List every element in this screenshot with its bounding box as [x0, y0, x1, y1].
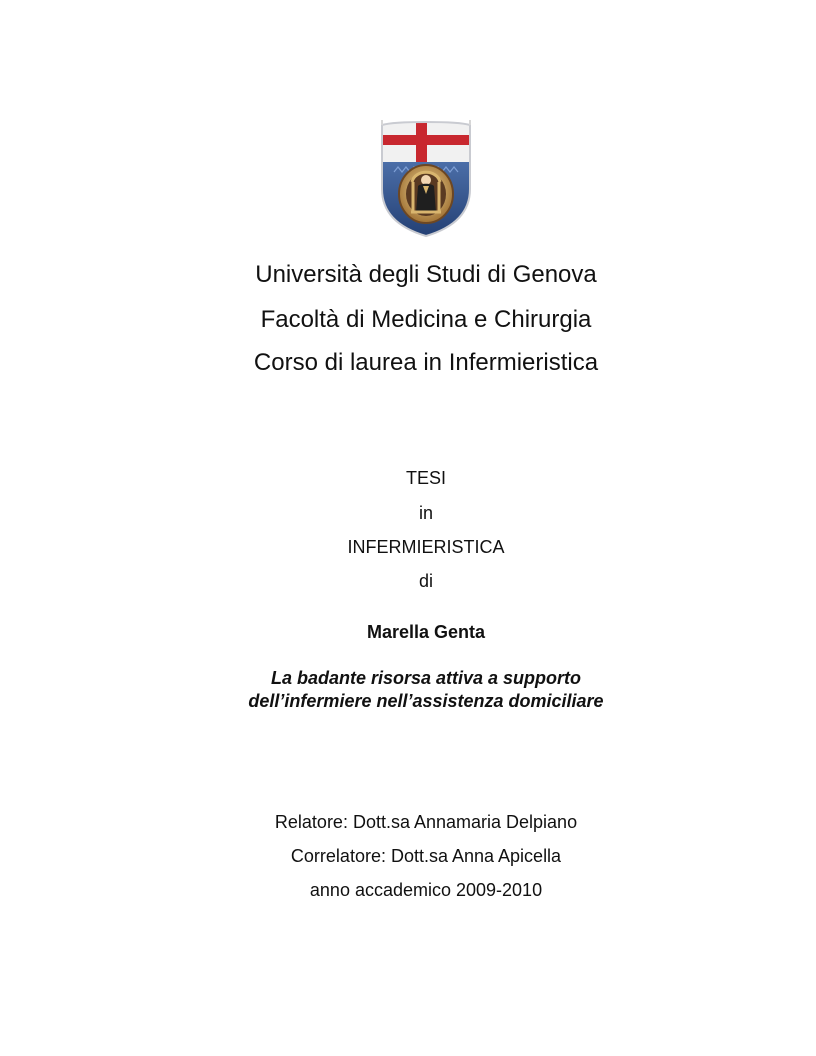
university-crest-icon: [378, 120, 474, 238]
author-name: Marella Genta: [366, 622, 486, 642]
thesis-di-label: di: [418, 571, 433, 591]
relatore-line: Relatore: Dott.sa Annamaria Delpiano: [274, 812, 578, 832]
faculty-name: Facoltà di Medicina e Chirurgia: [260, 306, 592, 333]
thesis-subject: INFERMIERISTICA: [347, 537, 505, 557]
academic-year-line: anno accademico 2009-2010: [309, 880, 543, 900]
thesis-type: TESI: [405, 468, 446, 488]
thesis-title-line-1: La badante risorsa attiva a supporto: [270, 668, 582, 688]
university-name: Università degli Studi di Genova: [255, 261, 597, 288]
correlatore-line: Correlatore: Dott.sa Anna Apicella: [290, 846, 562, 866]
course-name: Corso di laurea in Infermieristica: [253, 349, 599, 376]
thesis-in-label: in: [418, 503, 433, 523]
thesis-title-line-2: dell’infermiere nell’assistenza domiciliare: [248, 691, 604, 711]
